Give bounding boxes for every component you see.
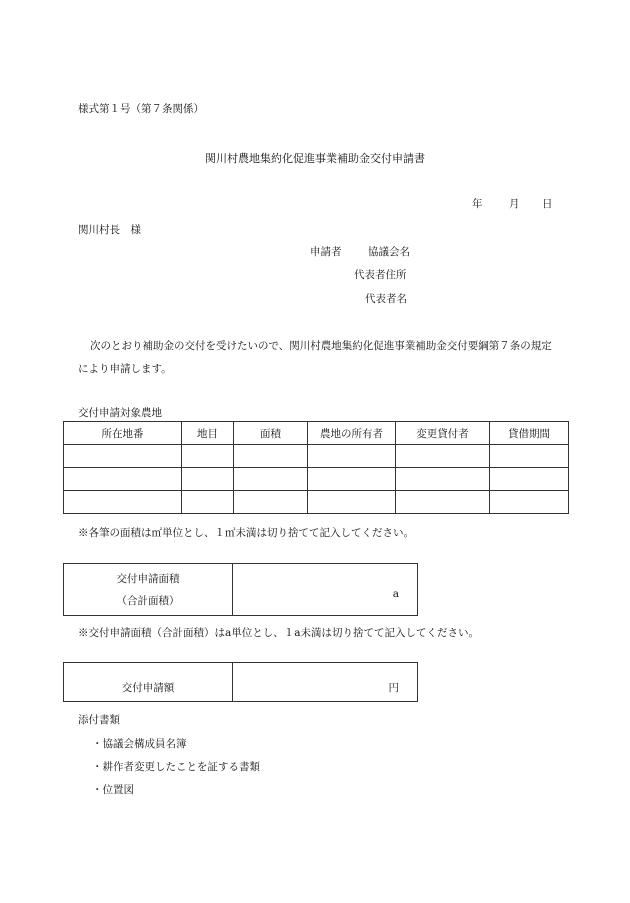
land-table-header-row xyxy=(64,422,569,445)
application-area-label-line2: （合計面積） xyxy=(116,594,180,607)
attachments-heading: 添付書類 xyxy=(78,714,120,726)
table-cell[interactable] xyxy=(64,468,182,491)
table-cell[interactable] xyxy=(234,491,308,514)
table-cell[interactable] xyxy=(182,491,234,514)
land-table xyxy=(63,421,569,514)
table-cell[interactable] xyxy=(396,445,490,468)
body-text: 次のとおり補助金の交付を受けたいので、関川村農地集約化促進事業補助金交付要綱第７条の規定により申請します。 xyxy=(78,340,552,375)
date-day-label: 日 xyxy=(542,198,553,210)
col-header-land-category: 地目 xyxy=(182,422,234,445)
application-amount-field[interactable] xyxy=(233,663,417,701)
table-cell[interactable] xyxy=(490,468,569,491)
table-cell[interactable] xyxy=(396,491,490,514)
application-amount-label xyxy=(64,663,233,701)
table-cell[interactable] xyxy=(64,491,182,514)
representative-address-label: 代表者住所 xyxy=(354,269,407,281)
col-header-new-lender: 変更貸付者 xyxy=(396,422,490,445)
col-header-location: 所在地番 xyxy=(64,422,182,445)
application-area-box xyxy=(63,563,418,616)
application-area-label-line1: 交付申請面積 xyxy=(116,572,180,585)
table-row xyxy=(64,491,569,514)
attachment-item: ・協議会構成員名簿 xyxy=(92,738,187,750)
area-unit-label: a xyxy=(392,588,399,600)
document-title: 関川村農地集約化促進事業補助金交付申請書 xyxy=(205,152,425,165)
table-cell[interactable] xyxy=(308,445,396,468)
date-year-label: 年 xyxy=(472,198,483,210)
table-cell[interactable] xyxy=(490,491,569,514)
table-cell[interactable] xyxy=(308,468,396,491)
table-cell[interactable] xyxy=(64,445,182,468)
applicant-prefix: 申請者 xyxy=(310,246,342,258)
area-note: ※各筆の面積は㎡単位とし、１㎡未満は切り捨てて記入してください。 xyxy=(78,527,414,539)
table-cell[interactable] xyxy=(490,445,569,468)
attachment-item: ・耕作者変更したことを証する書類 xyxy=(92,761,260,773)
col-header-area: 面積 xyxy=(234,422,308,445)
table-cell[interactable] xyxy=(234,468,308,491)
application-amount-box xyxy=(63,662,418,702)
association-name-label: 協議会名 xyxy=(368,246,410,258)
addressee: 関川村長 様 xyxy=(78,224,141,236)
application-area-label xyxy=(64,564,233,615)
table-cell[interactable] xyxy=(182,468,234,491)
attachment-item: ・位置図 xyxy=(92,784,134,796)
col-header-owner: 農地の所有者 xyxy=(308,422,396,445)
application-amount-label-text: 交付申請額 xyxy=(121,681,175,694)
amount-unit-label: 円 xyxy=(388,682,399,694)
col-header-lease-period: 貸借期間 xyxy=(490,422,569,445)
representative-name-label: 代表者名 xyxy=(365,293,407,305)
application-area-field[interactable] xyxy=(233,564,417,615)
table-row xyxy=(64,468,569,491)
table-cell[interactable] xyxy=(182,445,234,468)
table-row xyxy=(64,445,569,468)
land-table-caption: 交付申請対象農地 xyxy=(78,407,162,419)
form-number: 様式第１号（第７条関係） xyxy=(78,103,204,115)
date-month-label: 月 xyxy=(509,198,520,210)
total-area-note: ※交付申請面積（合計面積）はa単位とし、１a未満は切り捨てて記入してください。 xyxy=(78,627,480,639)
table-cell[interactable] xyxy=(308,491,396,514)
table-cell[interactable] xyxy=(234,445,308,468)
table-cell[interactable] xyxy=(396,468,490,491)
